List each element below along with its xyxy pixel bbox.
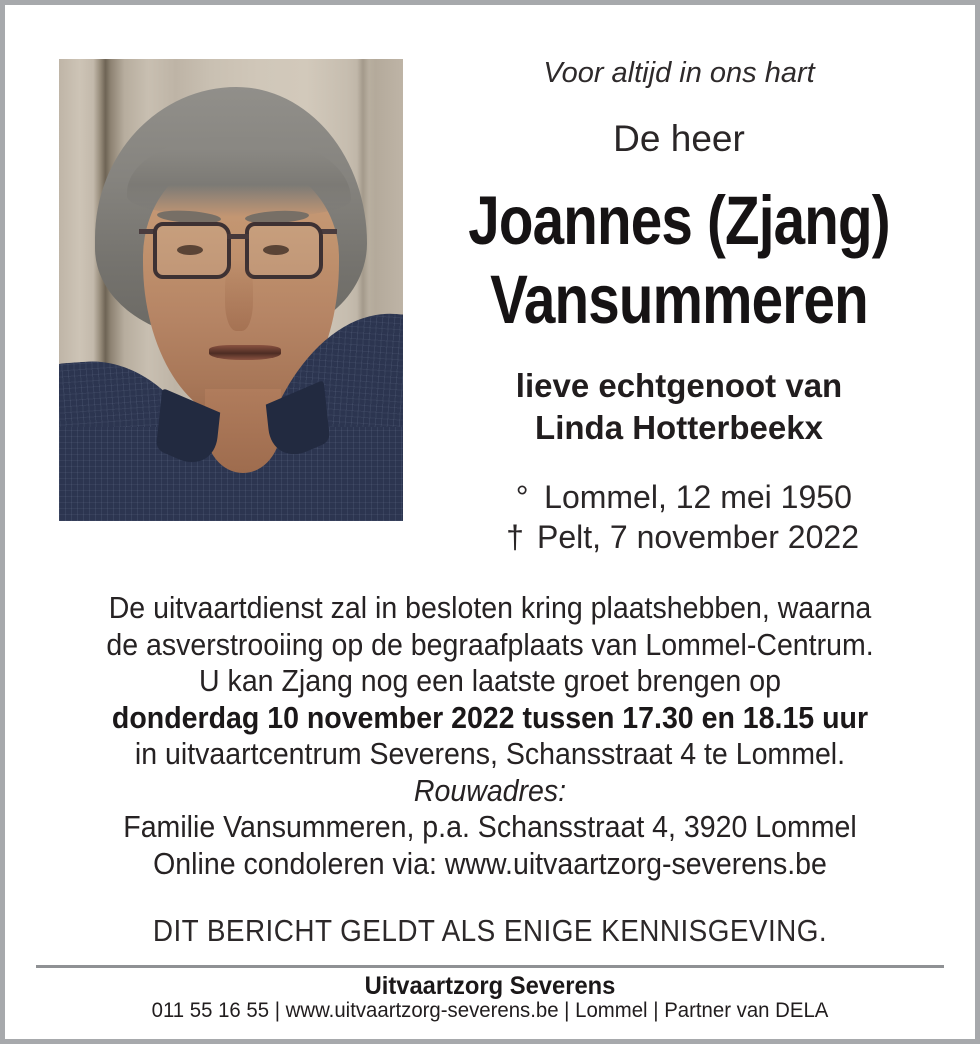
mouth <box>209 345 281 360</box>
sole-notification-notice: DIT BERICHT GELDT ALS ENIGE KENNISGEVING. <box>152 913 828 948</box>
glasses-bridge <box>227 234 249 239</box>
condolence-website-line: Online condoleren via: www.uitvaartzorg-severens.be <box>153 845 827 881</box>
birth-date-line <box>403 477 955 517</box>
life-dates <box>403 477 955 557</box>
visitation-datetime: donderdag 10 november 2022 tussen 17.30 en 18.15 uur <box>111 699 869 735</box>
cross-symbol: † <box>506 519 524 555</box>
announcement-line: De uitvaartdienst zal in besloten kring plaatshebben, waarna <box>108 590 872 625</box>
mourning-address-label: Rouwadres: <box>413 772 567 808</box>
visitation-location: in uitvaartcentrum Severens, Schansstraat 4 te Lommel. <box>134 736 846 771</box>
spouse-name: Linda Hotterbeekx <box>535 409 823 446</box>
deceased-last-name: Vansummeren <box>490 261 868 338</box>
footer-separator-line <box>36 965 944 968</box>
funeral-home-name: Uitvaartzorg Severens <box>364 972 616 1000</box>
glasses-temple-right <box>321 229 337 234</box>
eye-right <box>263 245 289 255</box>
death-date-line <box>403 517 955 557</box>
mourning-address: Familie Vansummeren, p.a. Schansstraat 4, 3920 Lommel <box>123 809 857 844</box>
relation <box>403 365 955 449</box>
salutation: De heer <box>613 118 745 159</box>
funeral-home-contact: 011 55 16 55 | www.uitvaartzorg-severens.be | Lommel | Partner van DELA <box>151 999 829 1022</box>
memorial-motto: Voor altijd in ons hart <box>543 57 815 89</box>
death-date: Pelt, 7 november 2022 <box>537 519 859 555</box>
announcement-line: U kan Zjang nog een laatste groet brengen op <box>199 663 781 698</box>
portrait-photo <box>59 59 403 521</box>
announcement-line: de asverstrooiing op de begraafplaats van Lommel-Centrum. <box>106 626 874 662</box>
deceased-first-name: Joannes (Zjang) <box>468 182 890 259</box>
announcement-text <box>44 590 936 882</box>
birth-date: Lommel, 12 mei 1950 <box>544 479 852 515</box>
relation-line: lieve echtgenoot van <box>515 367 843 404</box>
deceased-name <box>453 181 906 339</box>
nose <box>225 259 253 331</box>
born-symbol: ° <box>515 479 529 515</box>
eye-left <box>177 245 203 255</box>
